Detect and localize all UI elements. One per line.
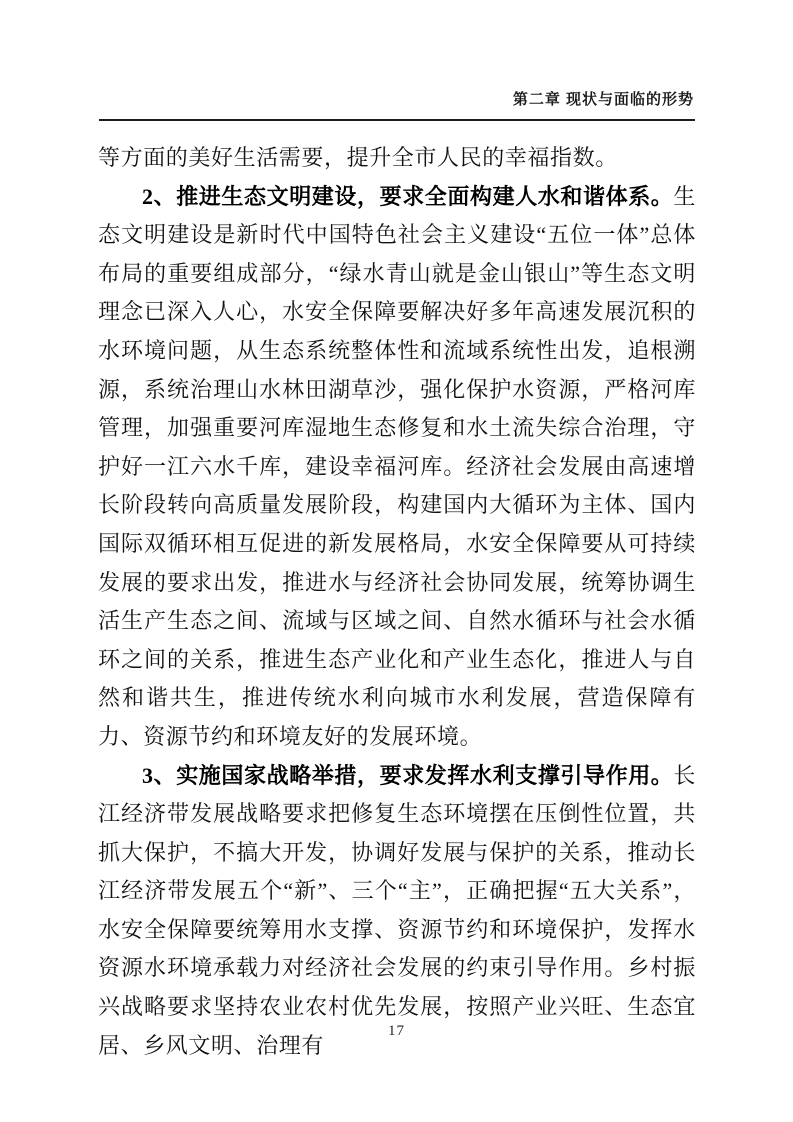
page-number: 17 (388, 1023, 405, 1039)
paragraph-heading-3: 3、实施国家战略举措，要求发挥水利支撑引导作用。 (142, 762, 674, 788)
header-rule-divider (99, 119, 695, 121)
page-header (99, 88, 694, 109)
document-body (98, 139, 696, 1065)
chapter-header-title: 第二章 现状与面临的形势 (512, 91, 694, 108)
paragraph-body-3: 长江经济带发展战略要求把修复生态环境摆在压倒性位置，共抓大保护，不搞大开发，协调好发展与保护的关系，推动长江经济带发展五个“新”、三个“主”，正确把握“五大关系”，水安全保障要统筹用水支撑、资源节约和环境保护，发挥水资源水环境承载力对经济社会发展的约束引导作用。乡村振兴战略要求坚持农业农村优先发展，按照产业兴旺、生态宜居、乡风文明、治理有 (98, 762, 697, 1058)
paragraph-continuation: 等方面的美好生活需要，提升全市人民的幸福指数。 (98, 145, 618, 170)
page-footer (0, 1022, 793, 1040)
paragraph-body-2: 生态文明建设是新时代中国特色社会主义建设“五位一体”总体布局的重要组成部分，“绿水青山就是金山银山”等生态文明理念已深入人心，水安全保障要解决好多年高速发展沉积的水环境问题，从生态系统整体性和流域系统性出发，追根溯源，系统治理山水林田湖草沙，强化保护水资源，严格河库管理，加强重要河库湿地生态修复和水土流失综合治理，守护好一江六水千库，建设幸福河库。经济社会发展由高速增长阶段转向高质量发展阶段，构建国内大循环为主体、国内国际双循环相互促进的新发展格局，水安全保障要从可持续发展的要求出发，推进水与经济社会协同发展，统筹协调生活生产生态之间、流域与区域之间、自然水循环与社会水循环之间的关系，推进生态产业化和产业生态化，推进人与自然和谐共生，推进传统水利向城市水利发展，营造保障有力、资源节约和环境友好的发展环境。 (98, 183, 697, 749)
paragraph-heading-2: 2、推进生态文明建设，要求全面构建人水和谐体系。 (142, 183, 674, 209)
paragraph-eco-civilization (98, 178, 696, 757)
paragraph-national-strategy (98, 757, 696, 1066)
